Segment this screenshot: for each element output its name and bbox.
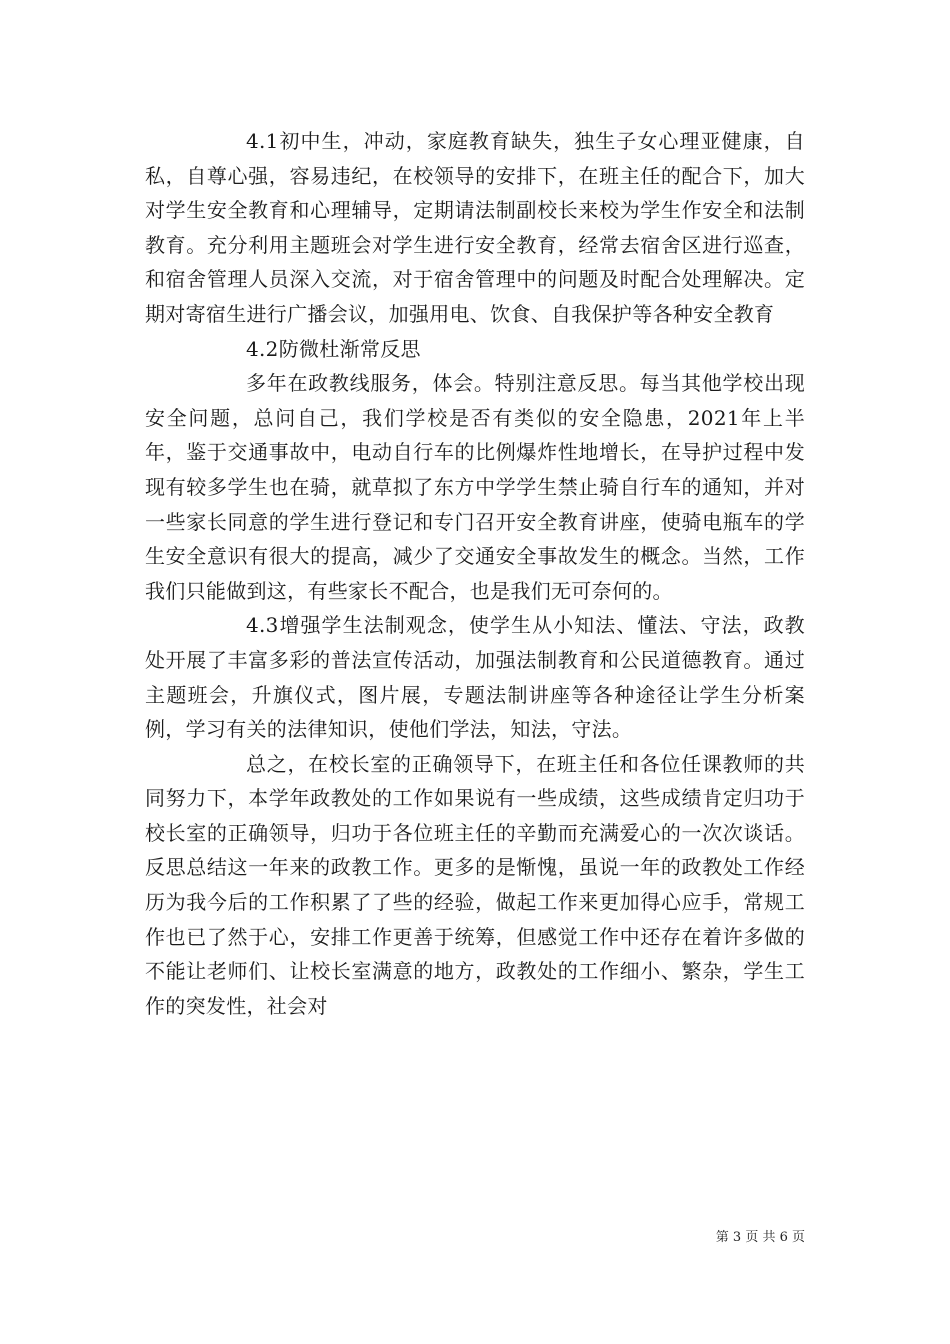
paragraph-4-1: 4.1初中生，冲动，家庭教育缺失，独生子女心理亚健康，自私，自尊心强，容易违纪，在校领导的安排下，在班主任的配合下，加大对学生安全教育和心理辅导，定期请法制副校长来校为学生作安全和法制教育。充分利用主题班会对学生进行安全教育，经常去宿舍区进行巡查，和宿舍管理人员深入交流，对于宿舍管理中的问题及时配合处理解决。定期对寄宿生进行广播会议，加强用电、饮食、自我保护等各种安全教育 [145,129,805,326]
paragraph-4-3: 4.3增强学生法制观念，使学生从小知法、懂法、守法，政教处开展了丰富多彩的普法宣传活动，加强法制教育和公民道德教育。通过主题班会，升旗仪式，图片展，专题法制讲座等各种途径让学生分析案例，学习有关的法律知识，使他们学法，知法，守法。 [145,613,805,742]
paragraph-reflection: 多年在政教线服务，体会。特别注意反思。每当其他学校出现安全问题，总问自己，我们学校是否有类似的安全隐患，2021年上半年，鉴于交通事故中，电动自行车的比例爆炸性地增长，在导护过程中发现有较多学生也在骑，就草拟了东方中学学生禁止骑自行车的通知，并对一些家长同意的学生进行登记和专门召开安全教育讲座，使骑电瓶车的学生安全意识有很大的提高，减少了交通安全事故发生的概念。当然，工作我们只能做到这，有些家长不配合，也是我们无可奈何的。 [145,371,805,603]
paragraph-4-2-heading: 4.2防微杜渐常反思 [246,336,421,361]
paragraph-summary: 总之，在校长室的正确领导下，在班主任和各位任课教师的共同努力下，本学年政教处的工作如果说有一些成绩，这些成绩肯定归功于校长室的正确领导，归功于各位班主任的辛勤而充满爱心的一次次谈话。反思总结这一年来的政教工作。更多的是惭愧，虽说一年的政教处工作经历为我今后的工作积累了了些的经验，做起工作来更加得心应手，常规工作也已了然于心，安排工作更善于统筹，但感觉工作中还存在着许多做的不能让老师们、让校长室满意的地方，政教处的工作细小、繁杂，学生工作的突发性，社会对 [145,751,805,1018]
page-footer: 第 3 页 共 6 页 [715,1230,805,1245]
document-body [145,124,805,1023]
